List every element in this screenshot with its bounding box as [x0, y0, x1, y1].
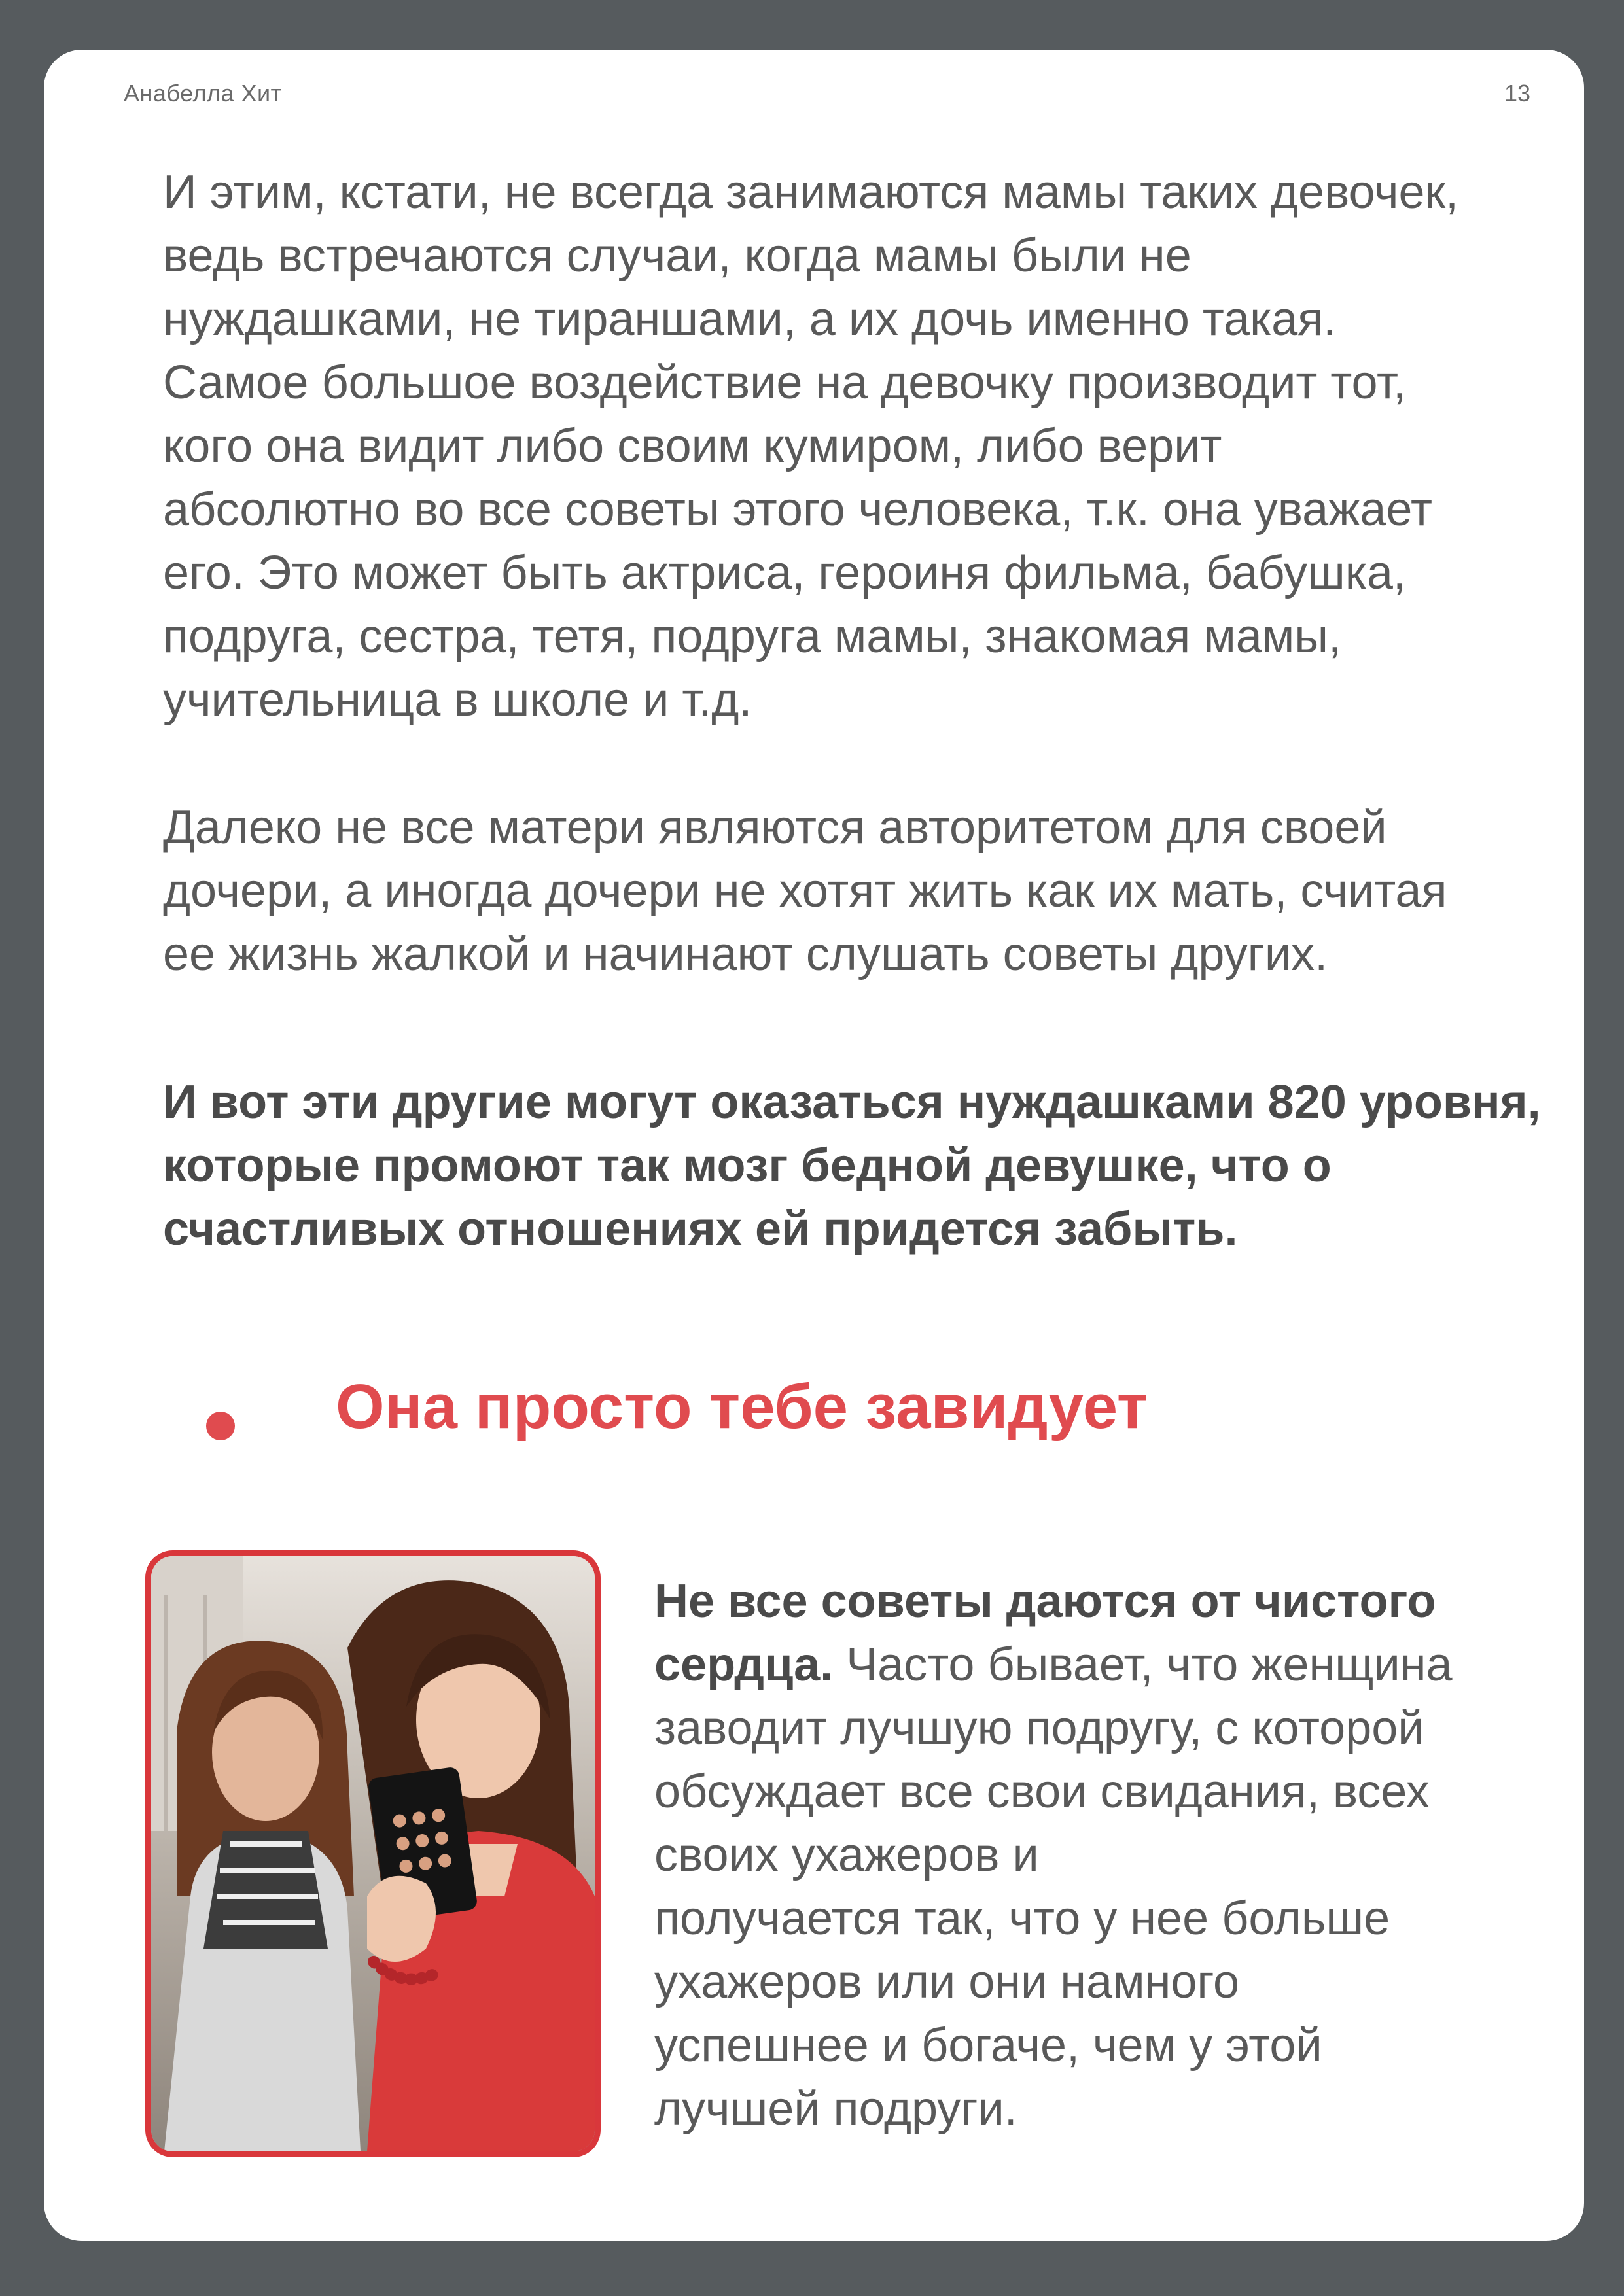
text-line: заводит лучшую подругу, с которой	[654, 1702, 1424, 1754]
paragraph-1	[163, 161, 1563, 732]
text-line: Далеко не все матери являются авторитетом для своей	[163, 801, 1387, 854]
text-line: подруга, сестра, тетя, подруга мамы, знакомая мамы,	[163, 610, 1342, 663]
text-run: Часто бывает, что женщина	[833, 1639, 1453, 1691]
text-line: успешнее и богаче, чем у этой	[654, 2019, 1322, 2072]
side-paragraph	[654, 1570, 1557, 2141]
text-line	[654, 1570, 1557, 1633]
text-line: счастливых отношениях ей придется забыть.	[163, 1203, 1238, 1255]
text-line: Самое большое воздействие на девочку производит тот,	[163, 357, 1407, 409]
text-line: ее жизнь жалкой и начинают слушать советы других.	[163, 928, 1328, 981]
text-line: И этим, кстати, не всегда занимаются мамы таких девочек,	[163, 166, 1459, 218]
section-heading: Она просто тебе завидует	[336, 1372, 1148, 1442]
text-line: кого она видит либо своим кумиром, либо верит	[163, 420, 1222, 472]
text-line: получается так, что у нее больше	[654, 1892, 1390, 1945]
running-header-author: Анабелла Хит	[124, 80, 282, 107]
text-line: его. Это может быть актриса, героиня фильма, бабушка,	[163, 547, 1406, 599]
two-women-photo	[151, 1556, 595, 2151]
text-line: абсолютно во все советы этого человека, т.к. она уважает	[163, 483, 1433, 536]
illustration-photo	[145, 1550, 601, 2157]
bold-lead: сердца.	[654, 1639, 834, 1691]
text-line: дочери, а иногда дочери не хотят жить как их мать, считая	[163, 865, 1447, 917]
text-line: нуждашками, не тираншами, а их дочь именно такая.	[163, 293, 1337, 345]
paragraph-3-emphasis	[163, 1071, 1563, 1261]
text-line: которые промоют так мозг бедной девушке, что о	[163, 1139, 1332, 1192]
bullet-icon	[206, 1412, 235, 1440]
text-line: ухажеров или они намного	[654, 1956, 1240, 2008]
text-line	[654, 1633, 1557, 1697]
text-line: И вот эти другие могут оказаться нуждашками 820 уровня,	[163, 1076, 1541, 1128]
text-line: учительница в школе и т.д.	[163, 674, 752, 726]
page-number: 13	[1504, 80, 1530, 107]
paragraph-2	[163, 796, 1563, 986]
page	[44, 50, 1584, 2241]
text-line: ведь встречаются случаи, когда мамы были не	[163, 230, 1192, 282]
bold-lead: Не все советы даются от чистого	[654, 1575, 1436, 1627]
text-line: обсуждает все свои свидания, всех	[654, 1765, 1430, 1818]
text-line: лучшей подруги.	[654, 2083, 1017, 2135]
text-line: своих ухажеров и	[654, 1829, 1039, 1881]
